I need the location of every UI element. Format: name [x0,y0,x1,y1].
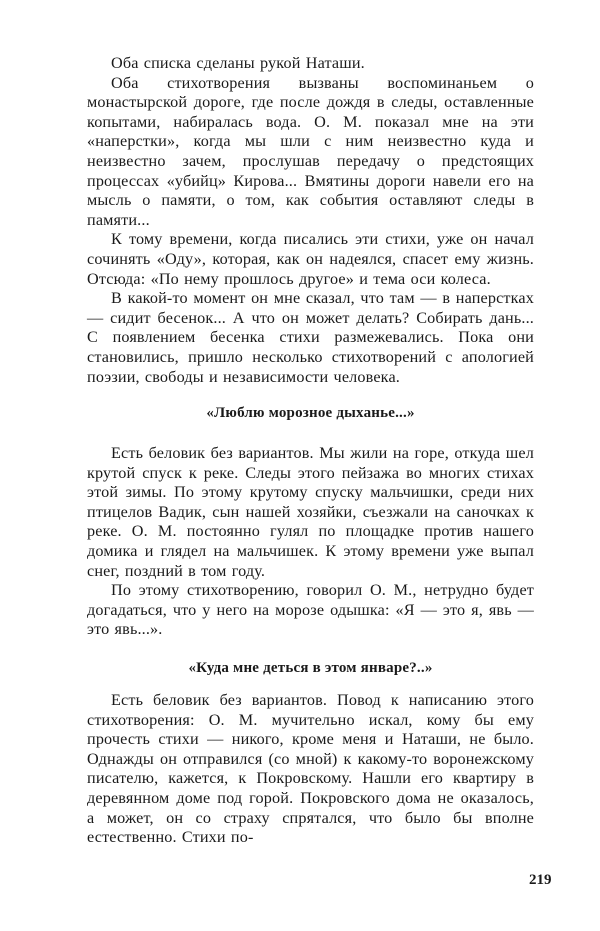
paragraph: Оба списка сделаны рукой Наташи. [111,54,365,72]
paragraph: По этому стихотворению, говорил О. М., нетрудно будет догадаться, что у него на морозе одышка: «Я — это я, явь — это явь...». [87,581,534,639]
paragraph: В какой-то момент он мне сказал, что там — в наперстках — сидит бесенок... А что он может делать? Собирать дань... С появлением бесенка стихи размежевались. Пока они становились, пришло несколько стихотворений с апологией поэзии, свободы и независимости человека. [87,289,534,386]
section-heading: «Люблю морозное дыханье...» [206,405,415,422]
paragraph: Есть беловик без вариантов. Мы жили на горе, откуда шел крутой спуск к реке. Следы этого пейзажа во многих стихах этой зимы. По этому крутому спуску мальчишки, среди них птицелов Вадик, сын нашей хозяйки, съезжали на саночках к реке. О. М. постоянно гулял по площадке против нашего домика и глядел на мальчишек. К этому времени уже выпал снег, поздний в том году. [87,444,534,580]
paragraph: К тому времени, когда писались эти стихи, уже он начал сочинять «Оду», которая, как он надеялся, спасет ему жизнь. Отсюда: «По нему прошлось другое» и тема оси колеса. [87,230,534,288]
paragraph: Есть беловик без вариантов. Повод к написанию этого стихотворения: О. М. мучительно искал, кому бы ему прочесть стихи — никого, кроме меня и Наташи, не было. Однажды он отправился (со мной) к какому-то воронежскому писателю, кажется, к Покровскому. Нашли его квартиру в деревянном доме под горой. Покровского дома не оказалось, а может, он со страху спрятался, что было бы вполне естественно. Стихи по- [87,691,534,847]
book-page [87,54,534,848]
section-heading: «Куда мне деться в этом январе?..» [188,660,433,677]
page-number: 219 [529,872,552,888]
paragraph: Оба стихотворения вызваны воспоминаньем о монастырской дороге, где после дождя в следы, оставленные копытами, набиралась вода. О. М. показал мне на эти «наперстки», когда мы шли с ним неизвестно куда и неизвестно зачем, прослушав передачу о предстоящих процессах «убийц» Кирова... Вмятины дороги навели его на мысль о памяти, о том, как события оставляют следы в памяти... [87,73,534,229]
